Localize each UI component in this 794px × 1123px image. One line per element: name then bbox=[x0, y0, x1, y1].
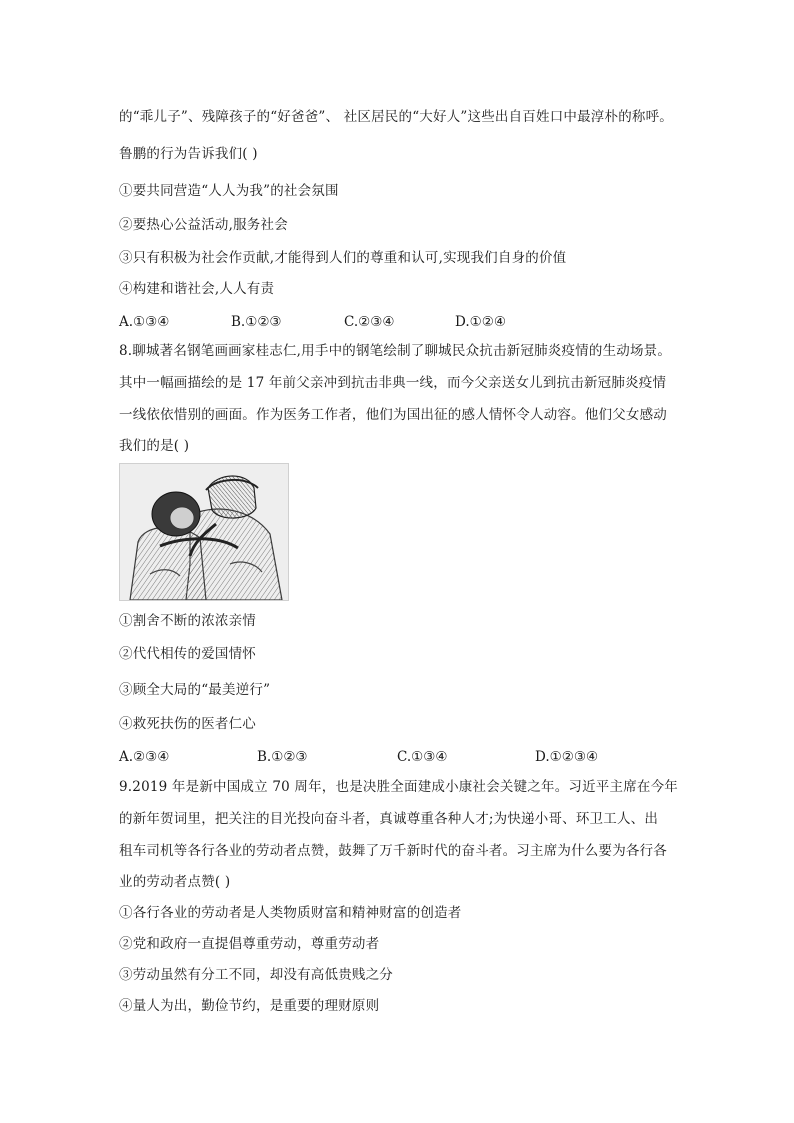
q7-item-3: ③只有积极为社会作贡献,才能得到人们的尊重和认可,实现我们自身的价值 bbox=[119, 250, 567, 266]
q7-option-a[interactable]: A.①③④ bbox=[119, 314, 170, 330]
q8-item-3: ③顾全大局的“最美逆行” bbox=[119, 682, 271, 698]
q9-item-2: ②党和政府一直提倡尊重劳动，尊重劳动者 bbox=[119, 936, 380, 952]
q8-item-4: ④救死扶伤的医者仁心 bbox=[119, 716, 256, 732]
q7-stem-line-2: 鲁鹏的行为告诉我们( ) bbox=[119, 146, 258, 162]
q9-stem-line-3: 租车司机等各行各业的劳动者点赞，鼓舞了万千新时代的奋斗者。习主席为什么要为各行各 bbox=[119, 843, 667, 859]
q8-option-b[interactable]: B.①②③ bbox=[257, 749, 308, 765]
q8-stem-line-3: 一线依依惜别的画面。作为医务工作者，他们为国出征的感人情怀令人动容。他们父女感动 bbox=[119, 407, 667, 423]
q8-option-a[interactable]: A.②③④ bbox=[119, 749, 170, 765]
q7-option-c[interactable]: C.②③④ bbox=[344, 314, 395, 330]
q9-stem-line-2: 的新年贺词里，把关注的目光投向奋斗者，真诚尊重各种人才;为快递小哥、环卫工人、出 bbox=[119, 811, 659, 827]
q8-item-2: ②代代相传的爱国情怀 bbox=[119, 646, 256, 662]
q7-stem-line-1: 的“乖儿子”、残障孩子的“好爸爸”、 社区居民的“大好人”这些出自百姓口中最淳朴的称呼。 bbox=[119, 109, 673, 125]
q7-item-1: ①要共同营造“人人为我”的社会氛围 bbox=[119, 183, 339, 199]
q9-item-1: ①各行各业的劳动者是人类物质财富和精神财富的创造者 bbox=[119, 905, 462, 921]
pen-drawing-image bbox=[119, 463, 289, 601]
q7-item-4: ④构建和谐社会,人人有责 bbox=[119, 281, 275, 297]
q9-stem-line-1: 9.2019 年是新中国成立 70 周年，也是决胜全面建成小康社会关键之年。习近平主席在今年 bbox=[119, 779, 678, 795]
q8-stem-line-4: 我们的是( ) bbox=[119, 438, 190, 454]
q7-item-2: ②要热心公益活动,服务社会 bbox=[119, 217, 288, 233]
q9-stem-line-4: 业的劳动者点赞( ) bbox=[119, 874, 231, 890]
q8-option-d[interactable]: D.①②③④ bbox=[535, 749, 599, 765]
q8-item-1: ①割舍不断的浓浓亲情 bbox=[119, 613, 256, 629]
q8-stem-line-2: 其中一幅画描绘的是 17 年前父亲冲到抗击非典一线，而今父亲送女儿到抗击新冠肺炎疫情 bbox=[119, 375, 667, 391]
q7-option-d[interactable]: D.①②④ bbox=[455, 314, 506, 330]
father-daughter-embrace-illustration bbox=[120, 464, 288, 600]
q8-option-c[interactable]: C.①③④ bbox=[397, 749, 448, 765]
q7-option-b[interactable]: B.①②③ bbox=[231, 314, 282, 330]
q9-item-3: ③劳动虽然有分工不同，却没有高低贵贱之分 bbox=[119, 967, 393, 983]
q9-item-4: ④量人为出，勤俭节约，是重要的理财原则 bbox=[119, 998, 380, 1014]
q8-stem-line-1: 8.聊城著名钢笔画画家桂志仁,用手中的钢笔绘制了聊城民众抗击新冠肺炎疫情的生动场景。 bbox=[119, 343, 672, 359]
